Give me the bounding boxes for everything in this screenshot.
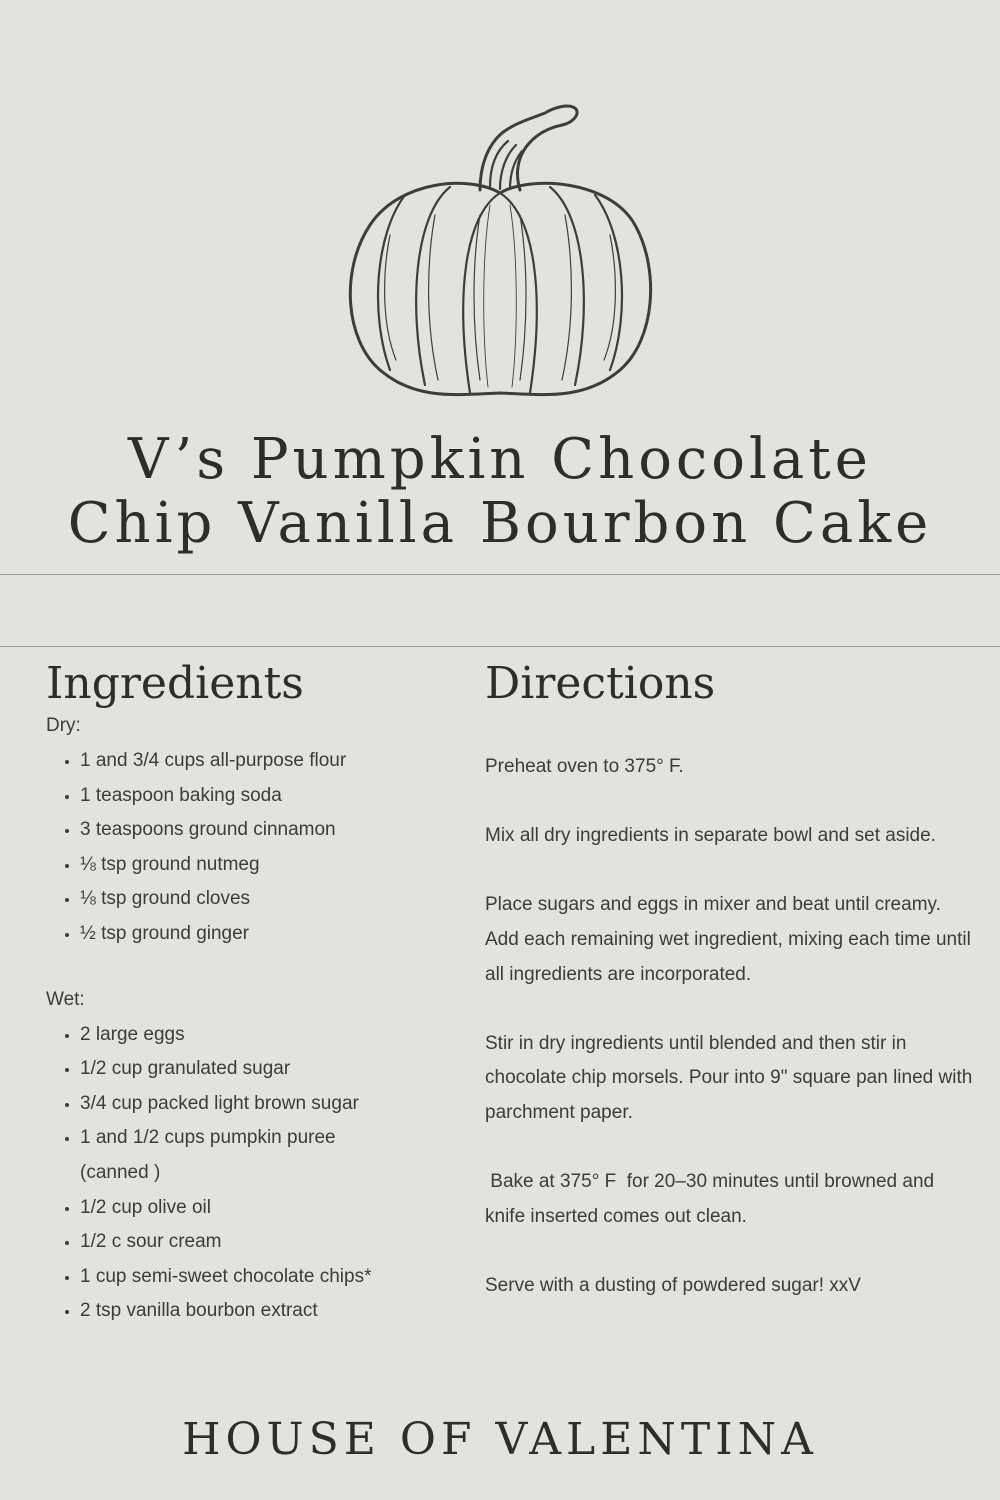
list-item: • 1 and 3/4 cups all-purpose flour <box>80 744 466 779</box>
list-item: • ⅛ tsp ground cloves <box>80 882 466 917</box>
direction-step: Preheat oven to 375° F. <box>485 756 684 777</box>
dry-label: Dry: <box>46 715 81 736</box>
pumpkin-illustration <box>330 95 670 415</box>
brand-footer: HOUSE OF VALENTINA <box>182 1414 818 1465</box>
directions-section <box>485 750 975 1338</box>
list-item: • 1/2 cup granulated sugar <box>80 1052 466 1087</box>
ingredients-section <box>46 712 466 1329</box>
list-item: • 2 large eggs <box>80 1018 466 1053</box>
wet-ingredients-list <box>46 1018 466 1329</box>
list-item: • 1 cup semi-sweet chocolate chips* <box>80 1260 466 1295</box>
wet-label: Wet: <box>46 988 85 1010</box>
title-line-1: V’s Pumpkin Chocolate <box>128 427 872 492</box>
divider-top <box>0 574 1000 575</box>
list-item: • 3/4 cup packed light brown sugar <box>80 1087 466 1122</box>
list-item: • ⅛ tsp ground nutmeg <box>80 848 466 883</box>
direction-step: Serve with a dusting of powdered sugar! xxV <box>485 1274 861 1296</box>
list-item: • ½ tsp ground ginger <box>80 917 466 952</box>
title-line-2: Chip Vanilla Bourbon Cake <box>67 491 933 556</box>
ingredients-heading: Ingredients <box>46 658 304 709</box>
list-item: • 3 teaspoons ground cinnamon <box>80 813 466 848</box>
direction-step: Mix all dry ingredients in separate bowl and set aside. <box>485 825 936 847</box>
direction-step: Stir in dry ingredients until blended and then stir in chocolate chip morsels. Pour into 9" square pan lined with parchment paper. <box>485 1032 973 1123</box>
directions-heading: Directions <box>485 658 716 709</box>
list-item: • 1/2 c sour cream <box>80 1225 466 1260</box>
list-item: • 1 and 1/2 cups pumpkin puree (canned ) <box>80 1121 370 1190</box>
dry-ingredients-list <box>46 744 466 952</box>
list-item: • 1 teaspoon baking soda <box>80 779 466 814</box>
recipe-title <box>0 428 1000 556</box>
list-item: • 1/2 cup olive oil <box>80 1191 466 1226</box>
divider-bottom <box>0 646 1000 647</box>
direction-step: Bake at 375° F for 20–30 minutes until browned and knife inserted comes out clean. <box>485 1171 940 1227</box>
list-item: • 2 tsp vanilla bourbon extract <box>80 1294 466 1329</box>
direction-step: Place sugars and eggs in mixer and beat until creamy. Add each remaining wet ingredient, mixing each time until all ingredients are incorporated. <box>485 894 971 985</box>
